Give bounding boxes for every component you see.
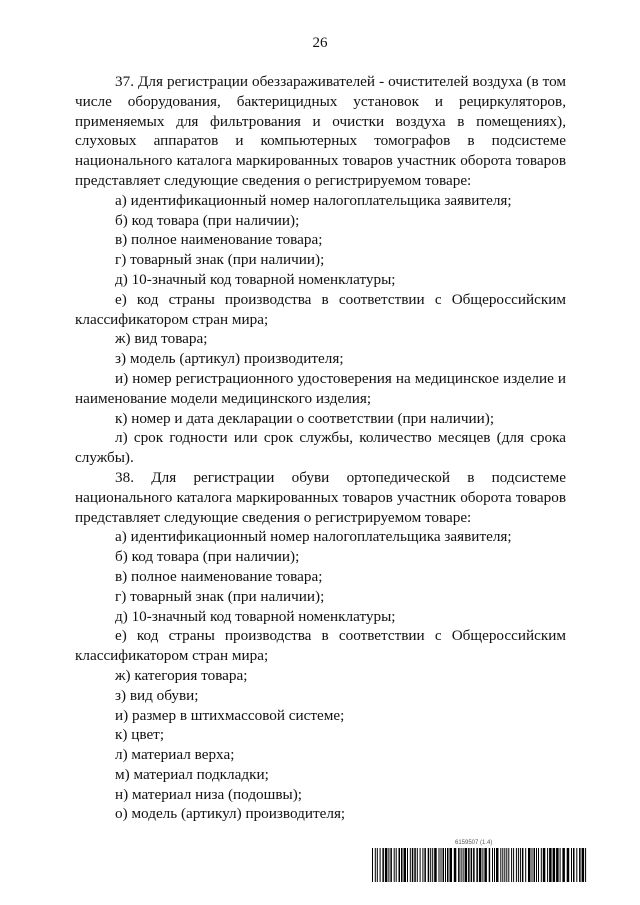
list-item: з) вид обуви; — [115, 686, 199, 704]
list-item: г) товарный знак (при наличии); — [115, 251, 325, 269]
list-item: е) код страны производства в соответствии с Общероссийским классификатором стран мира; — [75, 290, 566, 328]
list-item: и) номер регистрационного удостоверения на медицинское изделие и наименование модели медицинского изделия; — [75, 369, 566, 407]
barcode-icon — [372, 848, 587, 882]
list-item: д) 10-значный код товарной номенклатуры; — [115, 270, 396, 288]
list-item: з) модель (артикул) производителя; — [115, 350, 344, 368]
paragraph-38: 38. Для регистрации обуви ортопедической в подсистеме национального каталога маркированных товаров участник оборота товаров представляет следующие сведения о регистрируемом товаре: — [75, 468, 566, 526]
list-item: а) идентификационный номер налогоплательщика заявителя; — [115, 191, 512, 209]
list-item: к) цвет; — [115, 726, 165, 744]
list-item: л) материал верха; — [115, 746, 235, 764]
list-item: ж) категория товара; — [115, 666, 248, 684]
list-item: к) номер и дата декларации о соответствии (при наличии); — [115, 409, 495, 427]
list-item: и) размер в штихмассовой системе; — [115, 706, 345, 724]
list-item: б) код товара (при наличии); — [115, 548, 300, 566]
page-number: 26 — [312, 35, 328, 51]
list-item: н) материал низа (подошвы); — [115, 785, 302, 803]
document-body — [75, 72, 566, 824]
list-item: б) код товара (при наличии); — [115, 211, 300, 229]
list-item: ж) вид товара; — [115, 330, 208, 348]
document-code: 6159507 (1.4) — [455, 840, 493, 846]
list-item: е) код страны производства в соответствии с Общероссийским классификатором стран мира; — [75, 627, 566, 665]
list-item: л) срок годности или срок службы, количество месяцев (для срока службы). — [75, 429, 566, 467]
list-item: о) модель (артикул) производителя; — [115, 805, 346, 823]
list-item: в) полное наименование товара; — [115, 231, 323, 249]
list-item: в) полное наименование товара; — [115, 567, 323, 585]
list-item: м) материал подкладки; — [115, 765, 269, 783]
paragraph-37: 37. Для регистрации обеззараживателей - очистителей воздуха (в том числе оборудования, бактерицидных установок и рециркуляторов, применяемых для фильтрования и очистки воздуха в помещениях), слуховых аппаратов и компьютерных томографов в подсистеме национального каталога маркированных товаров участник оборота товаров представляет следующие сведения о регистрируемом товаре: — [75, 73, 566, 189]
list-item: а) идентификационный номер налогоплательщика заявителя; — [115, 528, 512, 546]
list-item: д) 10-значный код товарной номенклатуры; — [115, 607, 396, 625]
list-item: г) товарный знак (при наличии); — [115, 587, 325, 605]
